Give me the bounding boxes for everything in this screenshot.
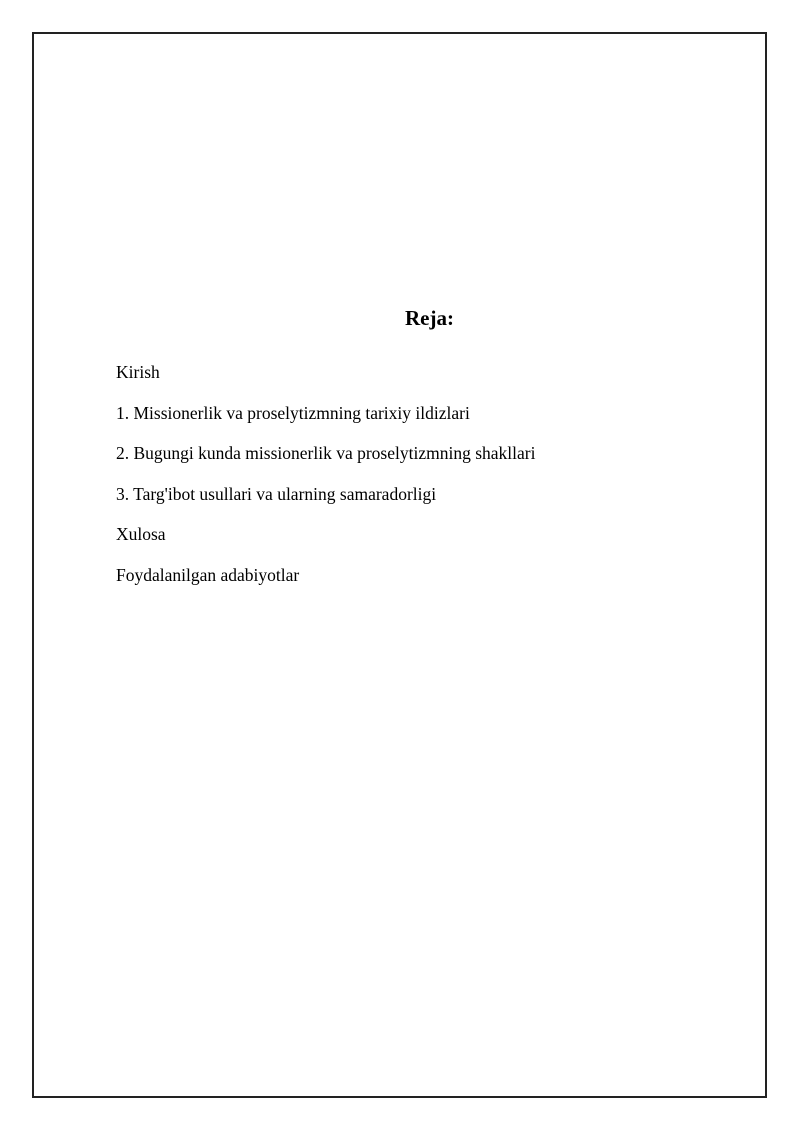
toc-item-3: 3. Targ'ibot usullari va ularning samaradorligi (116, 483, 437, 504)
toc-item-references: Foydalanilgan adabiyotlar (116, 564, 300, 585)
toc-item-1: 1. Missionerlik va proselytizmning tarixiy ildizlari (116, 402, 470, 423)
toc-item-introduction: Kirish (116, 362, 160, 382)
page-frame (32, 32, 767, 1098)
toc-item-2: 2. Bugungi kunda missionerlik va proselytizmning shakllari (116, 443, 536, 463)
table-of-contents (116, 352, 535, 595)
toc-item-conclusion: Xulosa (116, 524, 166, 544)
page-title: Reja: (405, 306, 454, 330)
